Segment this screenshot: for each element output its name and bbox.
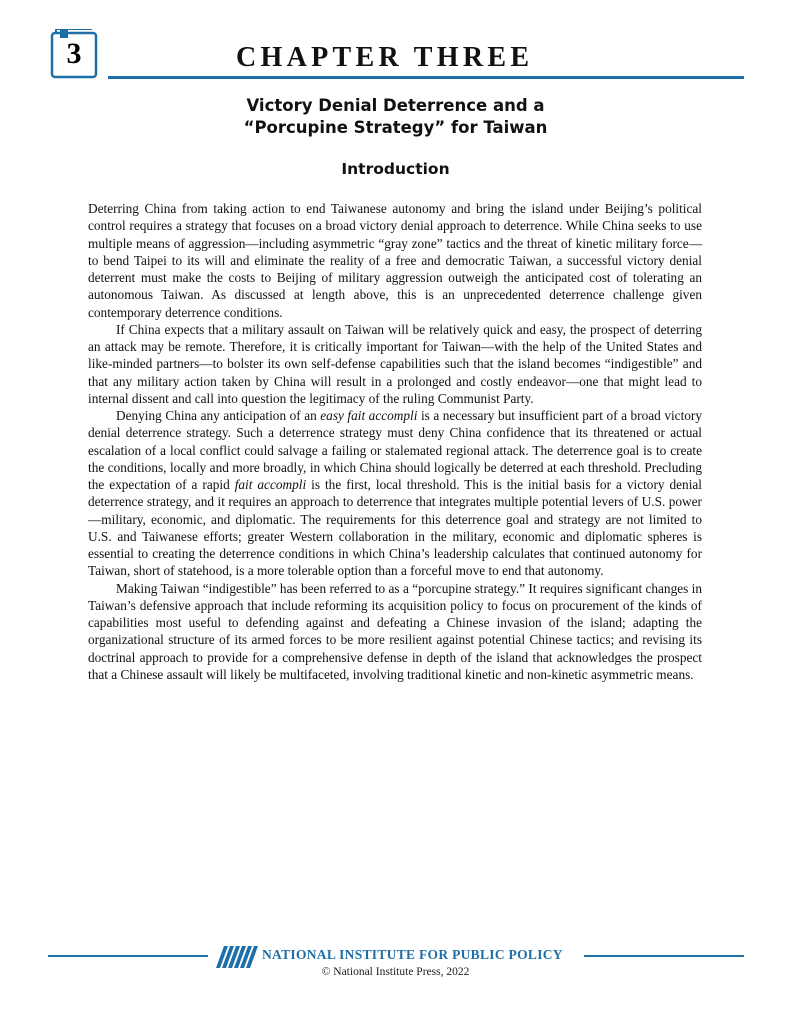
paragraph-2: If China expects that a military assault on Taiwan will be relatively quick and easy, the prospect of deterring an attack may be remote. Therefore, it is critically important for Taiwan—with the help of the United States and like-minded partners—to bolster its own self-defense capabilities such that the island becomes “indigestible” and that any military action taken by China will result in a prolonged and costly endeavor—one that might lead to internal dissent and call into question the legitimacy of the ruling Communist Party.: [88, 321, 702, 406]
article-title: [0, 95, 791, 139]
footer-copyright: © National Institute Press, 2022: [321, 966, 470, 978]
paragraph-3: [88, 407, 702, 580]
body-text: [88, 200, 702, 683]
paragraph-1: Deterring China from taking action to end Taiwanese autonomy and bring the island under Beijing’s political control requires a strategy that focuses on a broad victory denial approach to deterrence. While China seeks to use multiple means of aggression—including asymmetric “gray zone” tactics and the threat of kinetic military force—to bend Taipei to its will and eliminate the reality of a free and democratic Taiwan, a successful victory denial deterrent must make the costs to Beijing of military aggression outweigh the anticipated cost of tolerating an autonomous Taiwan. As discussed at length above, this is an unprecedented deterrence challenge given contemporary deterrence conditions.: [88, 201, 702, 320]
article-title-line-2: “Porcupine Strategy” for Taiwan: [243, 118, 548, 137]
paragraph-3-part-1: Denying China any anticipation of an: [116, 408, 321, 423]
chapter-number: 3: [66, 37, 82, 70]
chapter-rule: [108, 76, 744, 79]
article-title-line-1: Victory Denial Deterrence and a: [246, 96, 545, 115]
paragraph-3-emphasis-2: fait accompli: [234, 477, 307, 492]
paragraph-3-part-3: is the first, local threshold. This is the initial basis for a victory denial deterrence strategy, and it requires an approach to deterrence that integrates multiple potential levers of U.S. power—military, economic, and diplomatic. The requirements for this deterrence goal and strategy are not limited to U.S. and Taiwanese efforts; greater Western collaboration in the military, economic and diplomatic spheres is essential to creating the deterrence conditions in which China’s leadership calculates that continued autonomy for Taiwan, short of statehood, is a more tolerable option than a forceful move to end that autonomy.: [88, 477, 702, 579]
chapter-title: CHAPTER THREE: [236, 42, 534, 73]
footer-rule-left: [48, 955, 208, 957]
paragraph-3-emphasis-1: easy fait accompli: [320, 408, 418, 423]
paragraph-3-part-2: is a necessary but insufficient part of a broad victory denial deterrence strategy. Such a deterrence strategy must deny China confidence that its threatened or actual escalation of a local conflict could salvage a failing or stalemated regional attack. The deterrence goal is to create the conditions, locally and more broadly, in which China should logically be deterred at each threshold. Precluding the expectation of a rapid: [88, 408, 702, 492]
paragraph-4: Making Taiwan “indigestible” has been referred to as a “porcupine strategy.” It requires significant changes in Taiwan’s defensive approach that include reforming its acquisition policy to focus on procurement of the kinds of capabilities most useful to defending against and defeating a Chinese invasion of the island; adapting the organizational structure of its armed forces to be more resilient against potential Chinese tactics; and revising its doctrinal approach to provide for a comprehensive defense in depth of the island that acknowledges the prospect that a Chinese assault will likely be multifaceted, involving traditional kinetic and non-kinetic asymmetric means.: [88, 580, 702, 682]
footer-rule-right: [584, 955, 744, 957]
section-heading: Introduction: [341, 160, 450, 178]
chapter-number-badge: [50, 29, 98, 79]
footer-organization: NATIONAL INSTITUTE FOR PUBLIC POLICY: [262, 947, 563, 962]
